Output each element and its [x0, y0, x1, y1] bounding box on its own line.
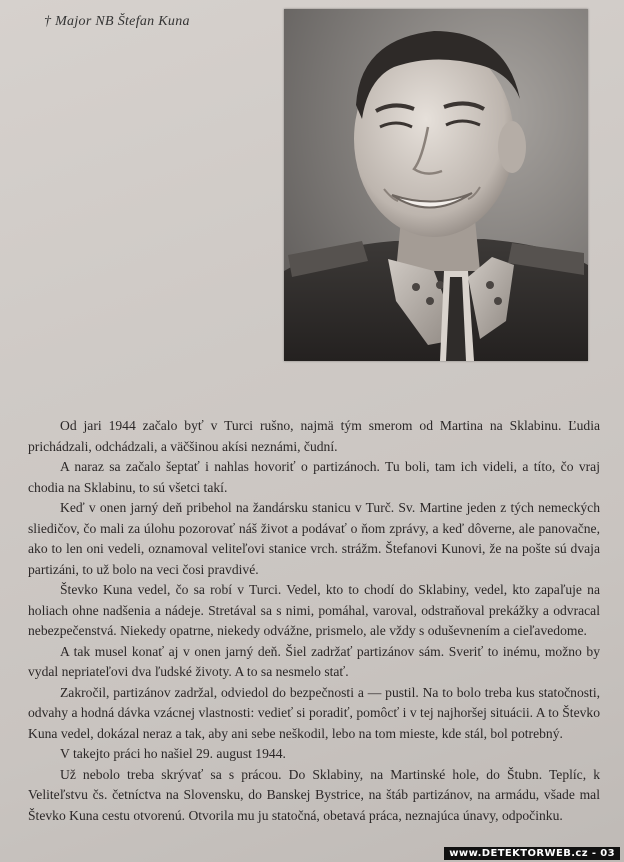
paragraph: A tak musel konať aj v onen jarný deň. Šiel zadržať partizánov sám. Sveriť to inému, možno by vydal nepriateľovi dva ľudské životy. A to sa nesmelo stať. [28, 643, 600, 679]
paragraph: A naraz sa začalo šeptať i nahlas hovoriť o partizánoch. Tu boli, tam ich videli, a títo, čo vraj chodia na Sklabinu, to sú všetci takí. [28, 459, 600, 495]
portrait-photo [284, 9, 588, 361]
paragraph: Už nebolo treba skrývať sa s prácou. Do Sklabiny, na Martinské hole, do Štubn. Teplíc, k Veliteľstvu čs. četníctva na Slovensku, do Banskej Bystrice, na štáb partizánov, na armádu, všade mal Števko Kuna cestu otvorenú. Otvorila mu ju statočná, obetavá práca, neznajúca únavy, odpočinku. [28, 766, 600, 823]
article-text [28, 416, 600, 826]
photo-caption: † Major NB Štefan Kuna [44, 14, 190, 29]
paragraph: Od jari 1944 začalo byť v Turci rušno, najmä tým smerom od Martina na Sklabinu. Ľudia prichádzali, odchádzali, a väčšinou akísi neznámi, čudní. [28, 418, 600, 454]
paragraph: Keď v onen jarný deň pribehol na žandársku stanicu v Turč. Sv. Martine jeden z tých nemeckých sliedičov, čo mali za úlohu pozorovať náš život a podávať o ňom zprávy, a keď dôverne, ale panovačne, ako to len oni vedeli, oznamoval veliteľovi stanice vrch. strážm. Štefanovi Kunovi, že na pošte sú dvaja partizáni, to už bolo na veci čosi pravdivé. [28, 500, 600, 577]
paragraph: Števko Kuna vedel, čo sa robí v Turci. Vedel, kto to chodí do Sklabiny, vedel, kto zapaľuje na holiach ohne nadšenia a nádeje. Stretával sa s nimi, pomáhal, varoval, odstraňoval prekážky a odvracal nebezpečenstvá. Niekedy opatrne, niekedy odvážne, prismelo, ale vždy s oduševnením a cieľavedome. [28, 582, 600, 638]
portrait-illustration [284, 9, 588, 361]
site-watermark: www.DETEKTORWEB.cz - 03 [444, 847, 620, 860]
paragraph: V takejto práci ho našiel 29. august 1944. [60, 746, 286, 761]
paragraph: Zakročil, partizánov zadržal, odviedol do bezpečnosti a — pustil. Na to bolo treba kus statočnosti, odvahy a hodná dávka vzácnej vlastnosti: vedieť si poradiť, pomôcť i v tej najhoršej situácii. A to Števko Kuna vedel, dokázal neraz a tak, aby ani sebe neškodil, lebo na tom mieste, kde stál, bol potrebný. [28, 684, 600, 741]
